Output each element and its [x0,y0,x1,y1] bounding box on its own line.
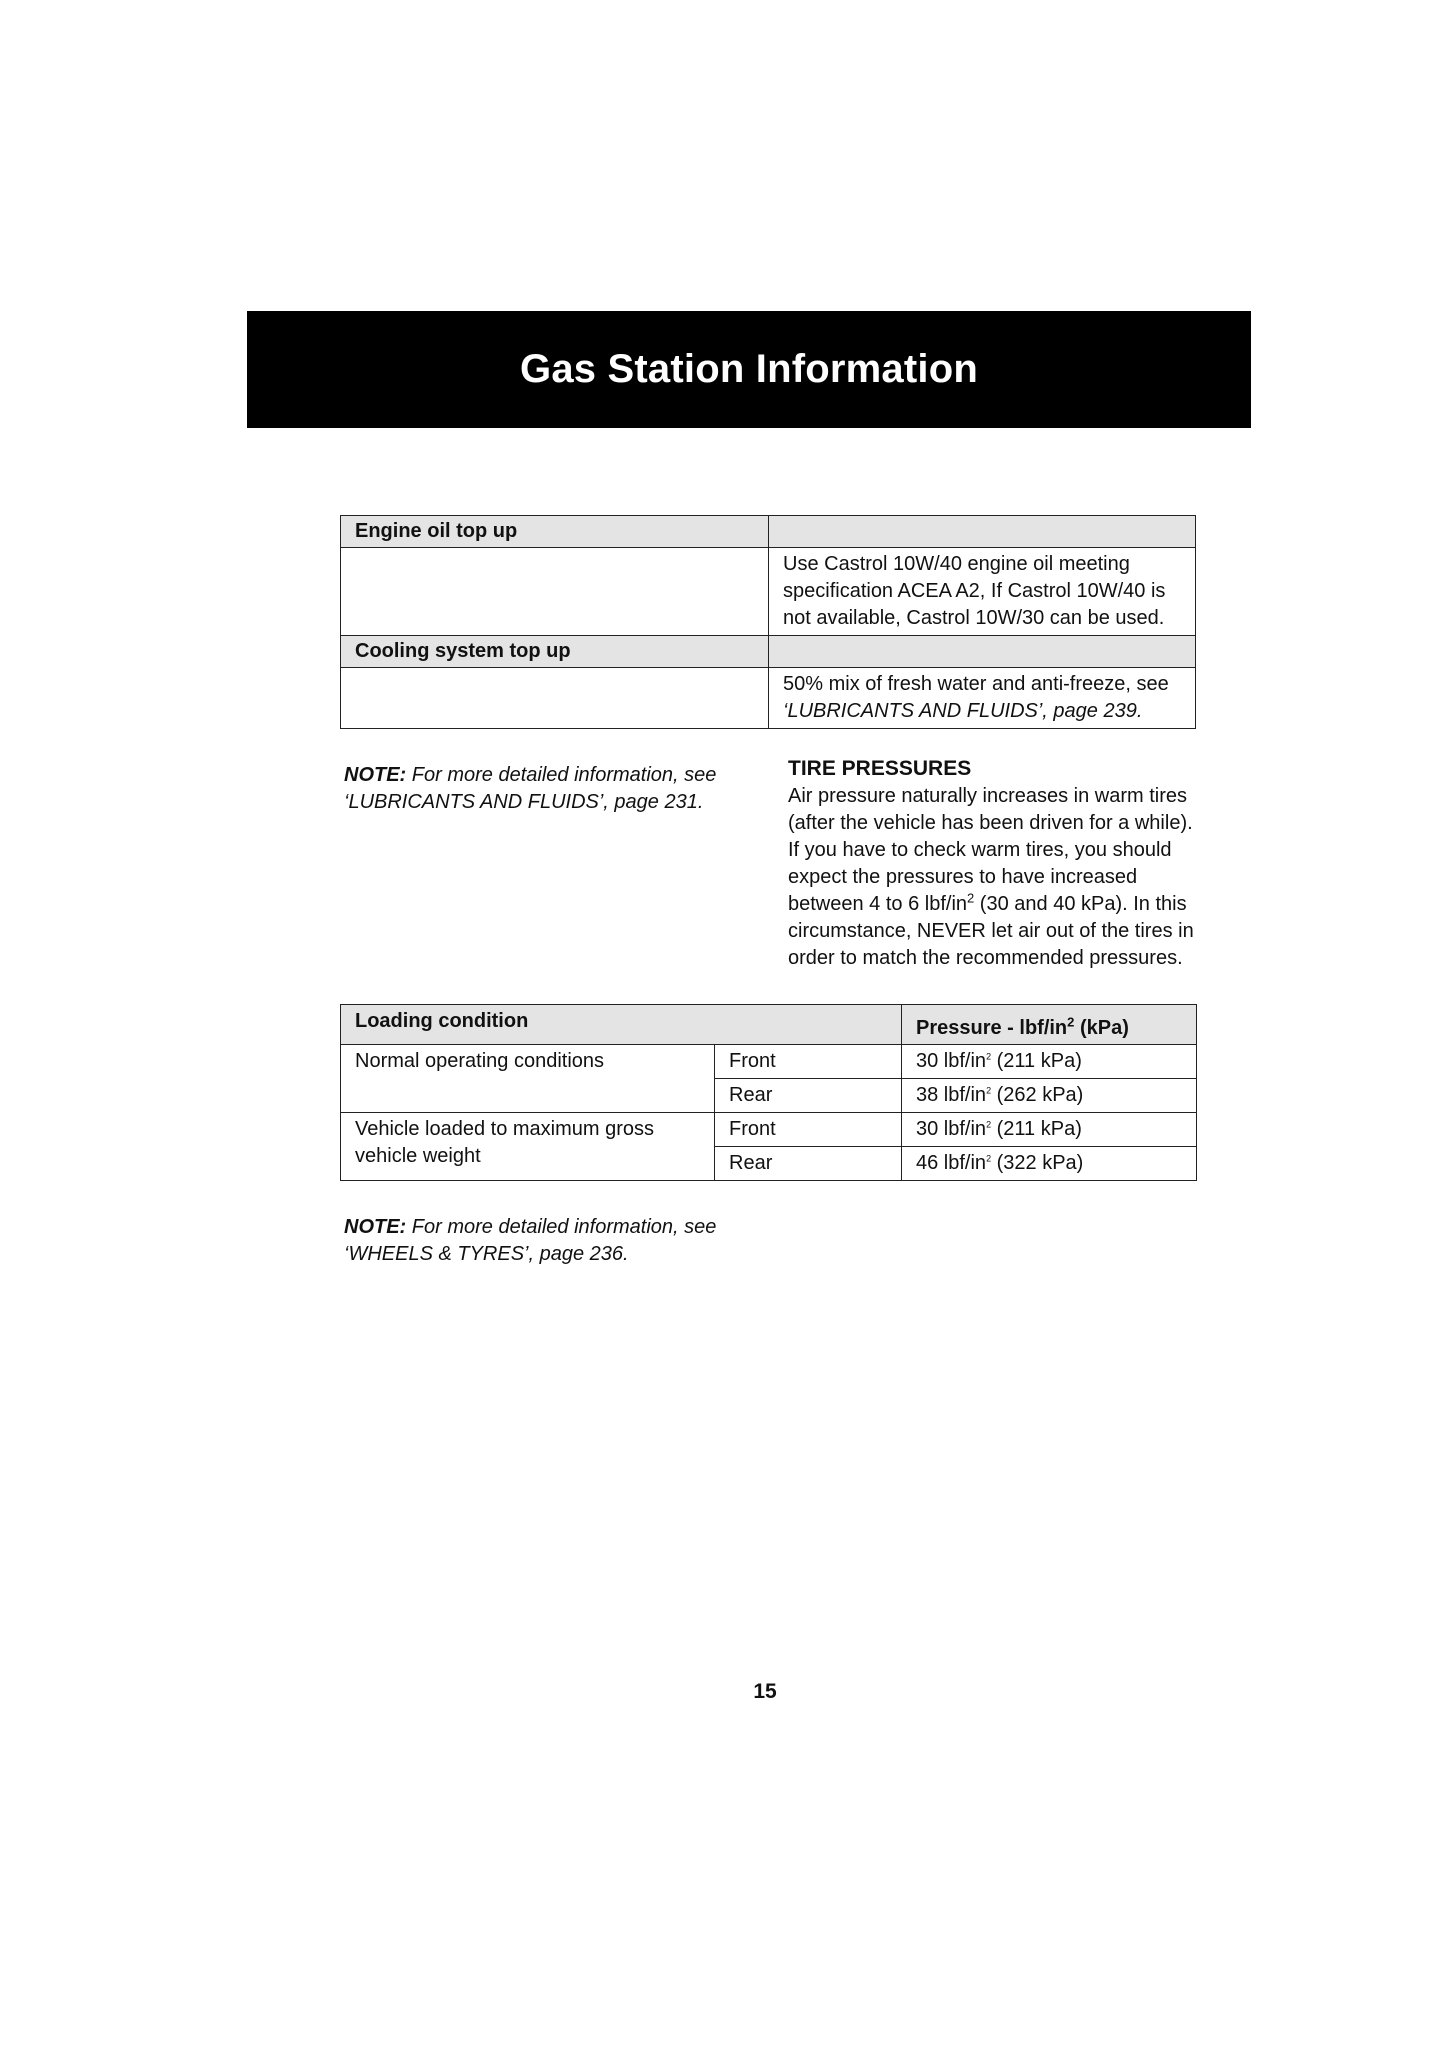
section-heading: TIRE PRESSURES [788,757,972,780]
table-row [341,636,1196,668]
fluid-blank-cell [341,668,769,729]
value-text: 30 lbf/in [916,1050,987,1072]
fluid-header-blank [769,636,1196,668]
fluid-label-cooling: Cooling system top up [341,636,769,668]
fluid-header-blank [769,516,1196,548]
tire-paragraph [788,783,1198,972]
pressure-table [340,1004,1197,1181]
fluid-text-cooling [769,668,1196,729]
table-row [341,1005,1197,1045]
table-row [341,516,1196,548]
tire-text-after: (30 and 40 kPa). In this circumstance, NEVER let air out of the tires in order to match the recommended pressures. [788,893,1194,969]
axle-cell: Rear [715,1147,902,1181]
fluid-blank-cell [341,548,769,636]
value-kpa: (322 kPa) [991,1152,1084,1174]
page-header [247,311,1251,428]
axle-cell: Front [715,1045,902,1079]
superscript: 2 [986,1051,992,1062]
value-text: 46 lbf/in [916,1152,987,1174]
cooling-ref: ‘LUBRICANTS AND FLUIDS’, page 239. [783,700,1143,722]
header-loading-condition: Loading condition [341,1005,902,1045]
note-wheels [344,1214,744,1268]
axle-cell: Rear [715,1079,902,1113]
note-text: For more detailed information, see [411,764,717,786]
table-row [341,668,1196,729]
value-text: 38 lbf/in [916,1084,987,1106]
pressure-value [902,1045,1197,1079]
pressure-value [902,1113,1197,1147]
value-text: 30 lbf/in [916,1118,987,1140]
fluid-label-engine-oil: Engine oil top up [341,516,769,548]
superscript: 2 [986,1153,992,1164]
page-title: Gas Station Information [520,347,978,391]
cooling-text: 50% mix of fresh water and anti-freeze, see [783,673,1169,695]
note-prefix: NOTE: [344,764,407,786]
condition-loaded: Vehicle loaded to maximum gross vehicle weight [341,1113,715,1181]
table-row [341,1045,1197,1079]
tire-pressures-section [788,755,1198,972]
axle-cell: Front [715,1113,902,1147]
fluid-text-engine-oil: Use Castrol 10W/40 engine oil meeting specification ACEA A2, If Castrol 10W/40 is not available, Castrol 10W/30 can be used. [769,548,1196,636]
table-row [341,548,1196,636]
fluids-table [340,515,1196,729]
note-ref: ‘LUBRICANTS AND FLUIDS’, page 231. [344,791,704,813]
value-kpa: (211 kPa) [991,1118,1082,1140]
superscript: 2 [986,1085,992,1096]
table-row [341,1113,1197,1147]
superscript: 2 [986,1119,992,1130]
pressure-value [902,1079,1197,1113]
page-number: 15 [753,1680,777,1703]
pressure-value [902,1147,1197,1181]
header-pressure-unit: (kPa) [1074,1017,1129,1039]
note-prefix: NOTE: [344,1216,407,1238]
note-lubricants [344,762,744,816]
value-kpa: (211 kPa) [991,1050,1082,1072]
header-pressure-text: Pressure - lbf/in [916,1017,1068,1039]
condition-normal: Normal operating conditions [341,1045,715,1113]
tire-text-before: Air pressure naturally increases in warm tires (after the vehicle has been driven for a while). If you have to check warm tires, you should expect the pressures to have increased between 4 to 6 lbf/in [788,785,1193,915]
note-ref: ‘WHEELS & TYRES’, page 236. [344,1243,629,1265]
superscript: 2 [967,890,975,906]
value-kpa: (262 kPa) [991,1084,1084,1106]
note-text: For more detailed information, see [411,1216,717,1238]
header-pressure [902,1005,1197,1045]
superscript: 2 [1067,1014,1075,1030]
